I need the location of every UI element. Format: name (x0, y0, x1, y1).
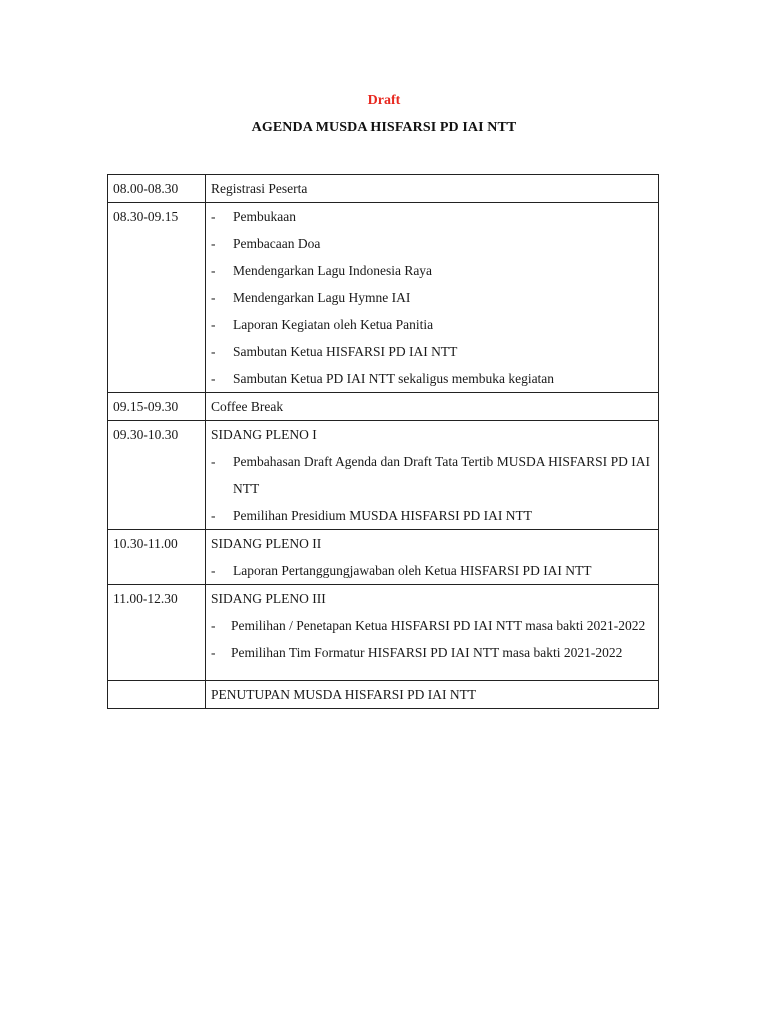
dash-bullet: - (211, 618, 216, 633)
list-item-text: Pemilihan / Penetapan Ketua HISFARSI PD IAI NTT masa bakti 2021-2022 (231, 618, 646, 633)
list-item-text: Pembacaan Doa (233, 236, 321, 251)
agenda-row (108, 585, 659, 681)
activity-cell (206, 175, 659, 203)
activity-title: PENUTUPAN MUSDA HISFARSI PD IAI NTT (211, 687, 477, 702)
dash-bullet: - (211, 317, 216, 332)
activity-cell (206, 681, 659, 709)
list-item (211, 448, 650, 502)
draft-label: Draft (367, 93, 401, 108)
list-item-text: Pembahasan Draft Agenda dan Draft Tata Tertib MUSDA HISFARSI PD IAI NTT (233, 454, 650, 496)
list-item (211, 557, 650, 584)
document-title: AGENDA MUSDA HISFARSI PD IAI NTT (251, 120, 517, 135)
agenda-row (108, 203, 659, 393)
list-item (211, 311, 650, 338)
activity-cell (206, 585, 659, 681)
dash-bullet: - (211, 344, 216, 359)
activity-title: Coffee Break (211, 399, 284, 414)
time-cell: 09.30-10.30 (108, 421, 206, 530)
activity-cell (206, 421, 659, 530)
dash-bullet: - (211, 290, 216, 305)
dash-bullet: - (211, 563, 216, 578)
agenda-row (108, 681, 659, 709)
dash-bullet: - (211, 645, 216, 660)
agenda-table (107, 174, 659, 709)
list-item-text: Pemilihan Tim Formatur HISFARSI PD IAI NTT masa bakti 2021-2022 (231, 645, 623, 660)
dash-bullet: - (211, 508, 216, 523)
list-item-text: Pemilihan Presidium MUSDA HISFARSI PD IAI NTT (233, 508, 533, 523)
dash-bullet: - (211, 236, 216, 251)
session-title: SIDANG PLENO III (211, 591, 326, 606)
time-cell: 08.00-08.30 (108, 175, 206, 203)
list-item (211, 257, 650, 284)
list-item (211, 612, 650, 639)
agenda-row (108, 175, 659, 203)
time-cell: 11.00-12.30 (108, 585, 206, 681)
list-item (211, 639, 650, 666)
activity-list (211, 448, 650, 529)
list-item (211, 338, 650, 365)
dash-bullet: - (211, 263, 216, 278)
time-cell: 08.30-09.15 (108, 203, 206, 393)
agenda-row (108, 393, 659, 421)
list-item-text: Mendengarkan Lagu Indonesia Raya (233, 263, 433, 278)
list-item-text: Mendengarkan Lagu Hymne IAI (233, 290, 411, 305)
activity-cell (206, 203, 659, 393)
time-cell (108, 681, 206, 709)
session-title: SIDANG PLENO I (211, 427, 317, 442)
list-item-text: Sambutan Ketua PD IAI NTT sekaligus membuka kegiatan (233, 371, 555, 386)
list-item (211, 230, 650, 257)
agenda-row (108, 530, 659, 585)
list-item (211, 502, 650, 529)
list-item (211, 365, 650, 392)
dash-bullet: - (211, 209, 216, 224)
time-cell: 10.30-11.00 (108, 530, 206, 585)
activity-list (211, 612, 650, 666)
dash-bullet: - (211, 371, 216, 386)
list-item (211, 284, 650, 311)
dash-bullet: - (211, 454, 216, 469)
time-cell: 09.15-09.30 (108, 393, 206, 421)
activity-list (211, 203, 650, 392)
list-item-text: Laporan Kegiatan oleh Ketua Panitia (233, 317, 434, 332)
activity-cell (206, 393, 659, 421)
activity-cell (206, 530, 659, 585)
list-item (211, 203, 650, 230)
list-item-text: Laporan Pertanggungjawaban oleh Ketua HISFARSI PD IAI NTT (233, 563, 592, 578)
list-item-text: Sambutan Ketua HISFARSI PD IAI NTT (233, 344, 458, 359)
activity-title: Registrasi Peserta (211, 181, 308, 196)
list-item-text: Pembukaan (233, 209, 296, 224)
agenda-row (108, 421, 659, 530)
session-title: SIDANG PLENO II (211, 536, 322, 551)
activity-list (211, 557, 650, 584)
